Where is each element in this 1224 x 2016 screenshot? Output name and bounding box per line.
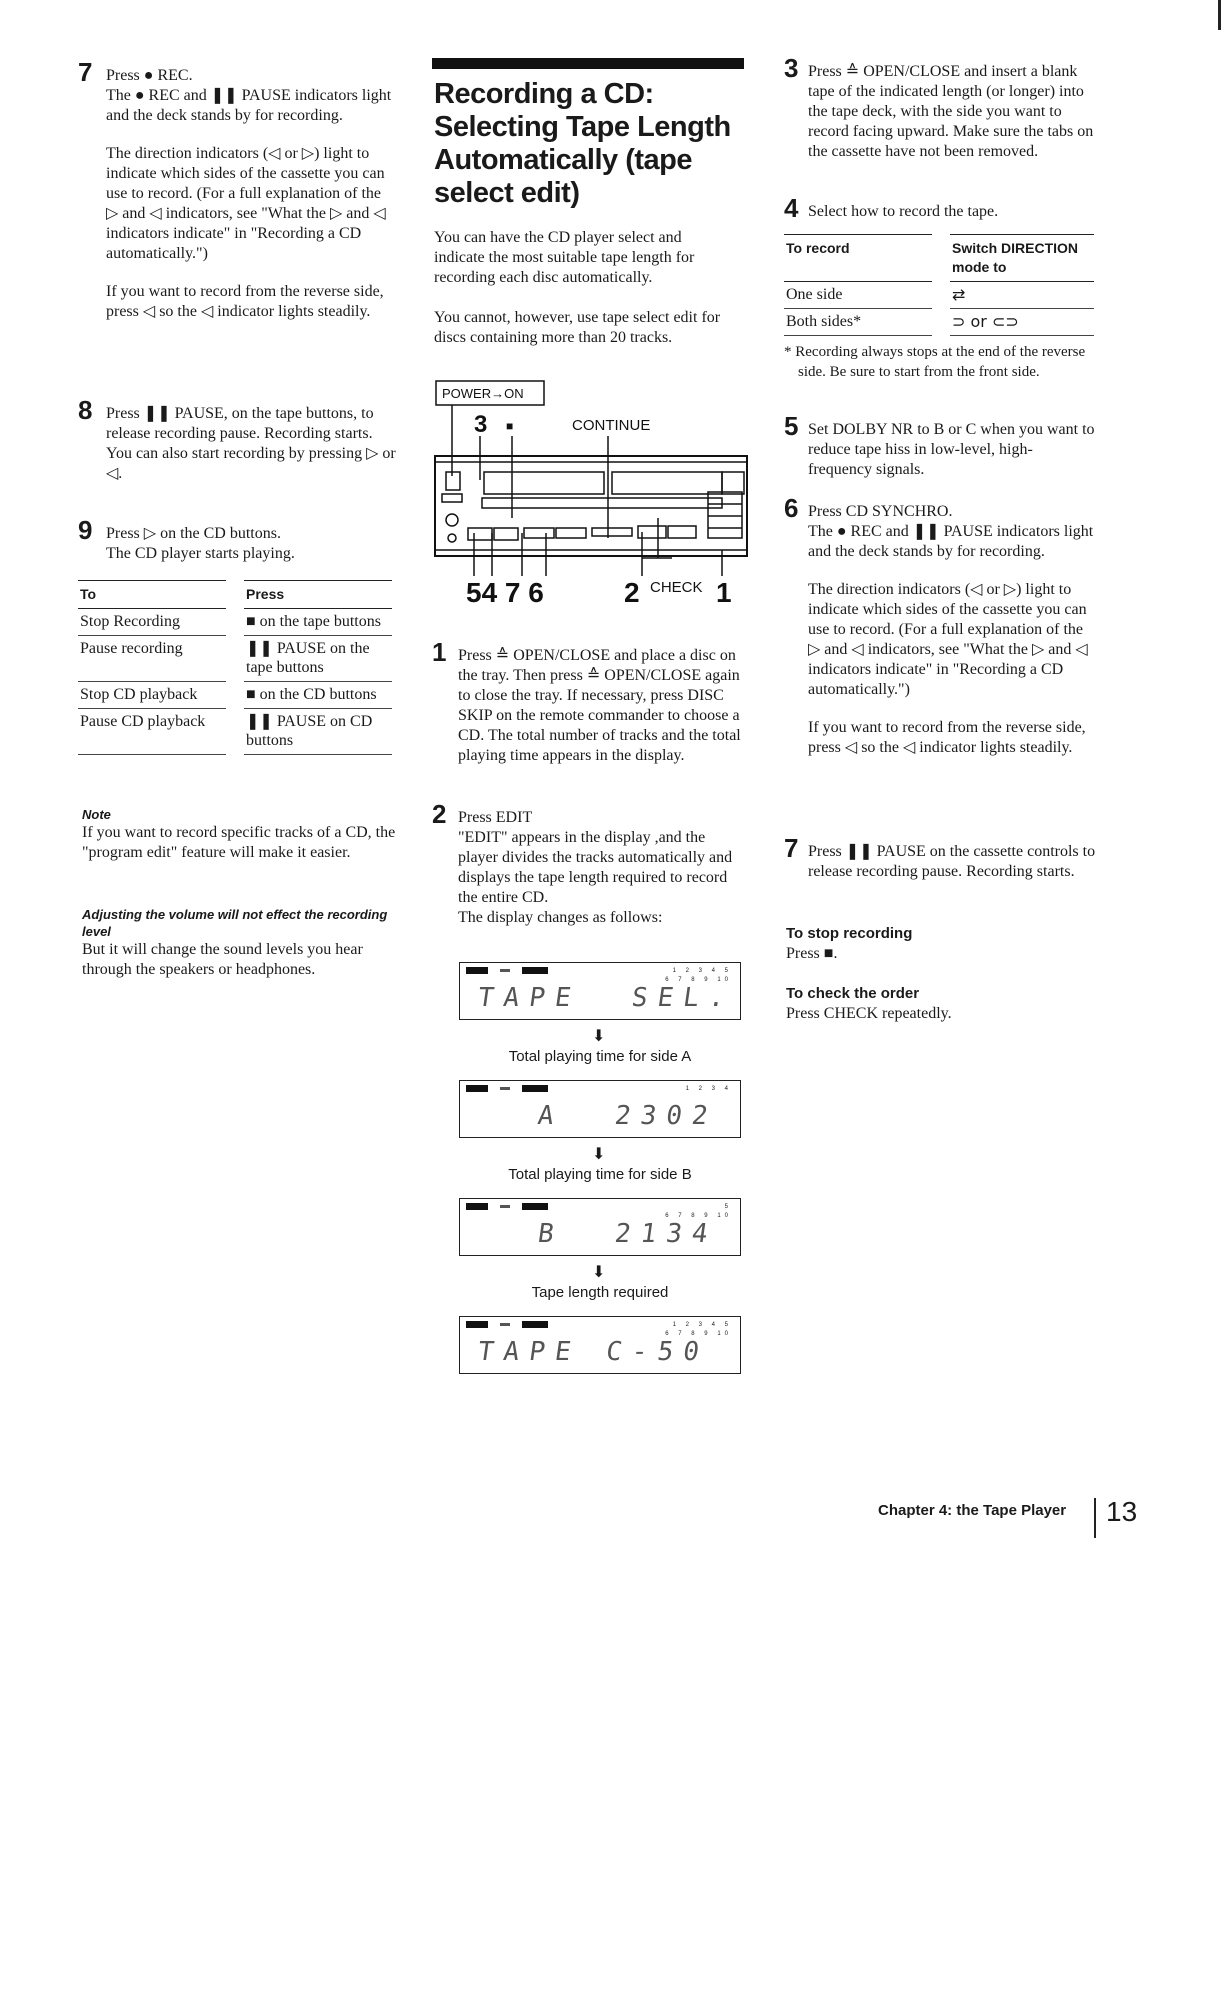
display-caption: Total playing time for side B	[508, 1166, 692, 1183]
step-text: The display changes as follows:	[458, 909, 663, 926]
footer-divider	[1094, 1498, 1096, 1538]
table-header: To	[78, 581, 226, 609]
track-numbers: 1 2 3 4 5 6 7 8 9 10	[665, 968, 732, 983]
table-cell: ❚❚ PAUSE on the tape buttons	[244, 636, 392, 682]
step-text: The CD player starts playing.	[106, 545, 295, 562]
track-numbers: 1 2 3 4	[685, 1086, 732, 1092]
check-text: Press CHECK repeatedly.	[786, 1005, 952, 1022]
step-7-release-pause	[784, 833, 1096, 882]
step-4-select-mode	[784, 193, 1096, 223]
step-text: If you want to record from the reverse side, press ◁ so the ◁ indicator lights steadily.	[808, 719, 1086, 756]
table-row	[784, 282, 1094, 309]
step-number: 7	[78, 57, 93, 87]
operations-table	[78, 580, 392, 755]
step-number: 4	[784, 193, 799, 223]
step-text: Press EDIT	[458, 809, 533, 826]
lcd-segments: TAPE C-50	[475, 1337, 711, 1367]
check-order	[786, 984, 1096, 1024]
step-number: 8	[78, 395, 93, 425]
table-cell: ■ on the tape buttons	[244, 609, 392, 636]
step-text: The ● REC and ❚❚ PAUSE indicators light and the deck stands by for recording.	[808, 523, 1094, 560]
stop-text: Press ■.	[786, 945, 838, 962]
lcd-segments: A 2302	[535, 1101, 720, 1131]
step-text: "EDIT" appears in the display ,and the player divides the tracks automatically and displays the tape length required to record the entire CD.	[458, 829, 733, 906]
table-header: Press	[244, 581, 392, 609]
display-caption: Tape length required	[531, 1284, 669, 1301]
step-6-cd-synchro	[784, 493, 1096, 776]
step-text: The ● REC and ❚❚ PAUSE indicators light and the deck stands by for recording.	[106, 87, 392, 124]
check-heading: To check the order	[786, 985, 920, 1002]
display-side-b	[459, 1198, 741, 1256]
device-diagram	[432, 378, 752, 614]
track-numbers: 1 2 3 4 5 6 7 8 9 10	[665, 1322, 732, 1337]
table-row	[78, 709, 392, 755]
stop-symbol: ■	[506, 419, 514, 433]
check-label: CHECK	[650, 579, 703, 596]
table-cell: One side	[784, 282, 932, 309]
direction-symbol: ⊃ or ⊂⊃	[950, 309, 1094, 336]
step-number: 5	[784, 411, 799, 441]
lcd-segments: TAPE SEL.	[475, 983, 737, 1013]
step-8	[78, 395, 396, 484]
note-heading: Note	[82, 807, 111, 822]
display-tape-length	[459, 1316, 741, 1374]
step-1-insert-disc	[432, 637, 744, 766]
table-cell: Both sides*	[784, 309, 932, 336]
step-text: Press ▷ on the CD buttons.	[106, 525, 281, 542]
table-cell: Pause CD playback	[78, 709, 226, 755]
stop-heading: To stop recording	[786, 925, 913, 942]
page-number: 13	[1106, 1496, 1138, 1527]
step-number: 7	[784, 833, 799, 863]
step-3-insert-tape	[784, 53, 1096, 162]
volume-note	[82, 906, 396, 980]
display-side-a	[459, 1080, 741, 1138]
table-row	[78, 682, 392, 709]
step-text: You can also start recording by pressing ▷ or ◁.	[106, 445, 396, 482]
callout-2: 2	[624, 577, 640, 608]
step-7	[78, 57, 396, 340]
volume-text: But it will change the sound levels you hear through the speakers or headphones.	[82, 941, 363, 978]
table-header: Switch DIRECTION mode to	[950, 235, 1094, 282]
table-cell: Stop CD playback	[78, 682, 226, 709]
note	[82, 806, 396, 863]
step-9	[78, 515, 396, 564]
step-text: Press ● REC.	[106, 67, 193, 84]
step-number: 1	[432, 637, 447, 667]
step-text: Press CD SYNCHRO.	[808, 503, 953, 520]
down-arrow-icon: ⬇	[592, 1026, 606, 1045]
volume-heading: Adjusting the volume will not effect the recording level	[82, 907, 388, 939]
down-arrow-icon: ⬇	[592, 1144, 606, 1163]
direction-table	[784, 234, 1096, 336]
table-cell: Pause recording	[78, 636, 226, 682]
continue-label: CONTINUE	[572, 417, 651, 434]
table-row	[78, 636, 392, 682]
stop-recording	[786, 924, 1096, 964]
callout-1: 1	[716, 577, 732, 608]
step-number: 2	[432, 799, 447, 829]
step-text: Press ≙ OPEN/CLOSE and place a disc on the tray. Then press ≙ OPEN/CLOSE again to close the tray. If necessary, press DISC SKIP on the remote commander to choose a CD. The total number of tracks and the total playing time appears in the display.	[458, 647, 741, 764]
intro-2: You cannot, however, use tape select edit for discs containing more than 20 tracks.	[434, 309, 721, 346]
step-5-dolby	[784, 411, 1096, 480]
table-header: To record	[784, 235, 932, 282]
note-text: If you want to record specific tracks of a CD, the "program edit" feature will make it easier.	[82, 824, 396, 861]
table-row	[78, 609, 392, 636]
page-title: Recording a CD: Selecting Tape Length Automatically (tape select edit)	[434, 78, 731, 209]
step-2-edit	[432, 799, 744, 928]
step-text: Select how to record the tape.	[808, 203, 999, 220]
table-row	[784, 309, 1094, 336]
lcd-segments: B 2134	[535, 1219, 720, 1249]
down-arrow-icon: ⬇	[592, 1262, 606, 1281]
step-number: 6	[784, 493, 799, 523]
step-number: 3	[784, 53, 799, 83]
step-text: Press ❚❚ PAUSE on the cassette controls to release recording pause. Recording starts.	[808, 843, 1096, 880]
title-rule	[432, 58, 744, 69]
table-cell: Stop Recording	[78, 609, 226, 636]
step-text: The direction indicators (◁ or ▷) light to indicate which sides of the cassette you can use to record. (For a full explanation of the ▷ and ◁ indicators, see "What the ▷ and ◁ indicators indicate" in "Recording a CD automatically.")	[106, 145, 386, 262]
table-cell: ■ on the CD buttons	[244, 682, 392, 709]
callouts-5-4-7-6: 54 7 6	[466, 577, 544, 608]
step-text: Press ❚❚ PAUSE, on the tape buttons, to release recording pause. Recording starts.	[106, 405, 374, 442]
step-text: Set DOLBY NR to B or C when you want to reduce tape hiss in low-level, high- frequency signals.	[808, 421, 1095, 478]
callout-3: 3	[474, 411, 488, 438]
track-numbers: 5 6 7 8 9 10	[665, 1204, 732, 1219]
power-label: POWER→ON	[442, 386, 524, 401]
edge-mark	[1218, 0, 1221, 30]
table-cell: ❚❚ PAUSE on CD buttons	[244, 709, 392, 755]
footnote: * Recording always stops at the end of the reverse side. Be sure to start from the front side.	[784, 344, 1086, 380]
chapter-label: Chapter 4: the Tape Player	[878, 1502, 1067, 1519]
step-text: If you want to record from the reverse side, press ◁ so the ◁ indicator lights steadily.	[106, 283, 384, 320]
step-text: The direction indicators (◁ or ▷) light to indicate which sides of the cassette you can use to record. (For a full explanation of the ▷ and ◁ indicators, see "What the ▷ and ◁ indicators indicate" in "Recording a CD automatically.")	[808, 581, 1088, 698]
step-number: 9	[78, 515, 93, 545]
direction-symbol: ⇄	[950, 282, 1094, 309]
display-tape-sel	[459, 962, 741, 1020]
step-text: Press ≙ OPEN/CLOSE and insert a blank tape of the indicated length (or longer) into the tape deck, with the side you want to record facing upward. Make sure the tabs on the cassette have not been removed.	[808, 63, 1094, 160]
display-caption: Total playing time for side A	[508, 1048, 692, 1065]
intro-1: You can have the CD player select and indicate the most suitable tape length for recording each disc automatically.	[434, 229, 695, 286]
